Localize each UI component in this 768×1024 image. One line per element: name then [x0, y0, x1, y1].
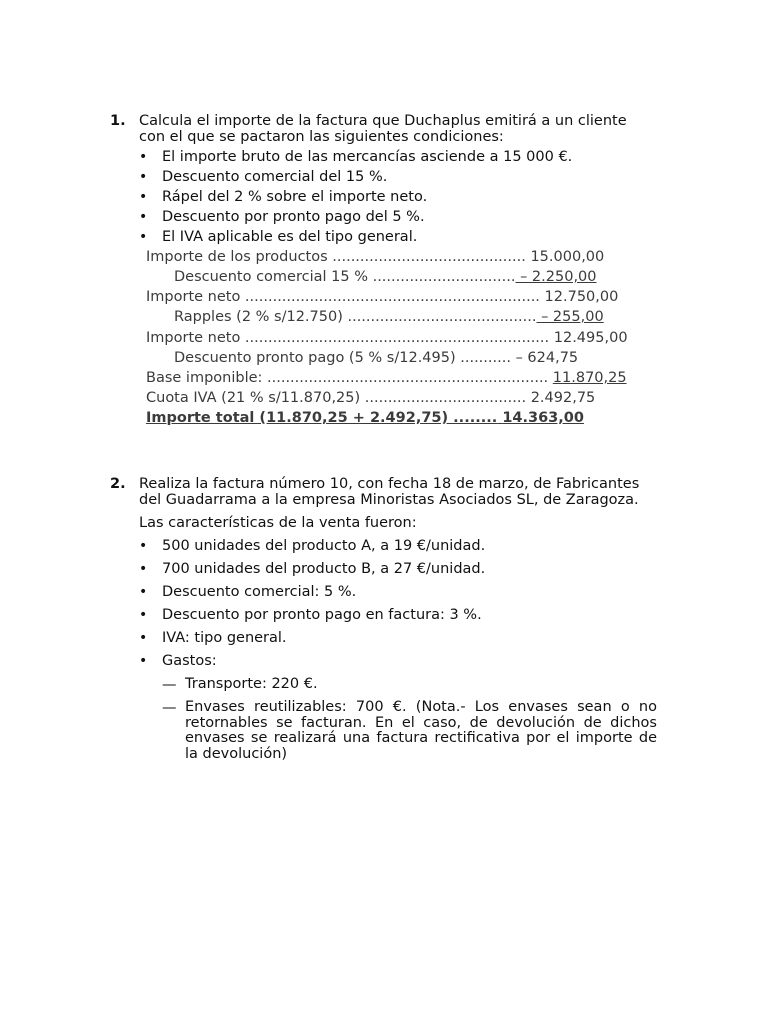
calc-value: 14.363,00: [502, 410, 584, 426]
calc-value: 12.495,00: [553, 330, 628, 346]
bullet-icon: •: [139, 653, 148, 669]
bullet-icon: •: [139, 229, 148, 245]
sub-item-transporte: Transporte: 220 €.: [185, 676, 318, 692]
calc-label: Rapples (2 % s/12.750) .........................................: [174, 309, 537, 325]
list-item-text: Descuento comercial del 15 %.: [162, 169, 388, 185]
calc-row-cuota-iva: [146, 390, 595, 406]
list-item-text: IVA: tipo general.: [162, 630, 287, 646]
bullet-icon: •: [139, 607, 148, 623]
bullet-icon: •: [139, 584, 148, 600]
calc-row-descuento-pronto-pago: [174, 350, 578, 366]
calc-row-importe-neto-1: [146, 289, 618, 305]
bullet-icon: •: [139, 538, 148, 554]
calc-row-importe-total: [146, 410, 584, 426]
list-item-text: Descuento por pronto pago en factura: 3 %.: [162, 607, 482, 623]
calc-value: – 255,00: [536, 309, 604, 325]
bullet-icon: •: [139, 561, 148, 577]
calc-label: Descuento comercial 15 % ...............................: [174, 269, 516, 285]
calc-row-importe-neto-2: [146, 330, 628, 346]
list-item-text: Gastos:: [162, 653, 217, 669]
calc-value: 11.870,25: [552, 370, 627, 386]
calc-value: 12.750,00: [544, 289, 619, 305]
sub-item-envases: Envases reutilizables: 700 €. (Nota.- Los envases sean o no retornables se facturan. En el caso, de devolución de dichos envases se realizará una factura rectificativa por el importe de la devolución): [185, 699, 657, 762]
question-1-number: 1.: [110, 113, 126, 129]
calc-label: Importe neto ................................................................: [146, 289, 540, 305]
calc-value: – 624,75: [515, 350, 579, 366]
calc-value: 2.492,75: [530, 390, 596, 406]
list-item-text: 700 unidades del producto B, a 27 €/unidad.: [162, 561, 486, 577]
calc-label: Base imponible: .............................................................: [146, 370, 549, 386]
dash-icon: —: [162, 677, 177, 693]
bullet-icon: •: [139, 630, 148, 646]
bullet-icon: •: [139, 149, 148, 165]
list-item-text: 500 unidades del producto A, a 19 €/unidad.: [162, 538, 486, 554]
question-2-number: 2.: [110, 476, 126, 492]
bullet-icon: •: [139, 189, 148, 205]
calc-value: 15.000,00: [530, 249, 605, 265]
list-item-text: El IVA aplicable es del tipo general.: [162, 229, 418, 245]
list-item-text: Rápel del 2 % sobre el importe neto.: [162, 189, 428, 205]
bullet-icon: •: [139, 209, 148, 225]
calc-label: Cuota IVA (21 % s/11.870,25) ...................................: [146, 390, 527, 406]
calc-label: Importe de los productos ..........................................: [146, 249, 526, 265]
list-item-text: Descuento por pronto pago del 5 %.: [162, 209, 425, 225]
dash-icon: —: [162, 700, 177, 716]
calc-label: Descuento pronto pago (5 % s/12.495) ...........: [174, 350, 511, 366]
calc-label: Importe neto ..................................................................: [146, 330, 550, 346]
list-item-text: El importe bruto de las mercancías asciende a 15 000 €.: [162, 149, 573, 165]
list-item-text: Descuento comercial: 5 %.: [162, 584, 357, 600]
question-2-intro: Realiza la factura número 10, con fecha 18 de marzo, de Fabricantes del Guadarrama a la empresa Minoristas Asociados SL, de Zaragoza.: [139, 476, 640, 508]
question-1-intro: Calcula el importe de la factura que Duchaplus emitirá a un cliente con el que se pactaron las siguientes condiciones:: [139, 113, 627, 145]
calc-label: Importe total (11.870,25 + 2.492,75) ........: [146, 410, 498, 426]
question-2-subheading: Las características de la venta fueron:: [139, 515, 417, 531]
bullet-icon: •: [139, 169, 148, 185]
calc-row-rapples: [174, 309, 604, 325]
calc-row-base-imponible: [146, 370, 627, 386]
calc-value: – 2.250,00: [515, 269, 597, 285]
calc-row-descuento-comercial: [174, 269, 597, 285]
calc-row-importe-productos: [146, 249, 604, 265]
